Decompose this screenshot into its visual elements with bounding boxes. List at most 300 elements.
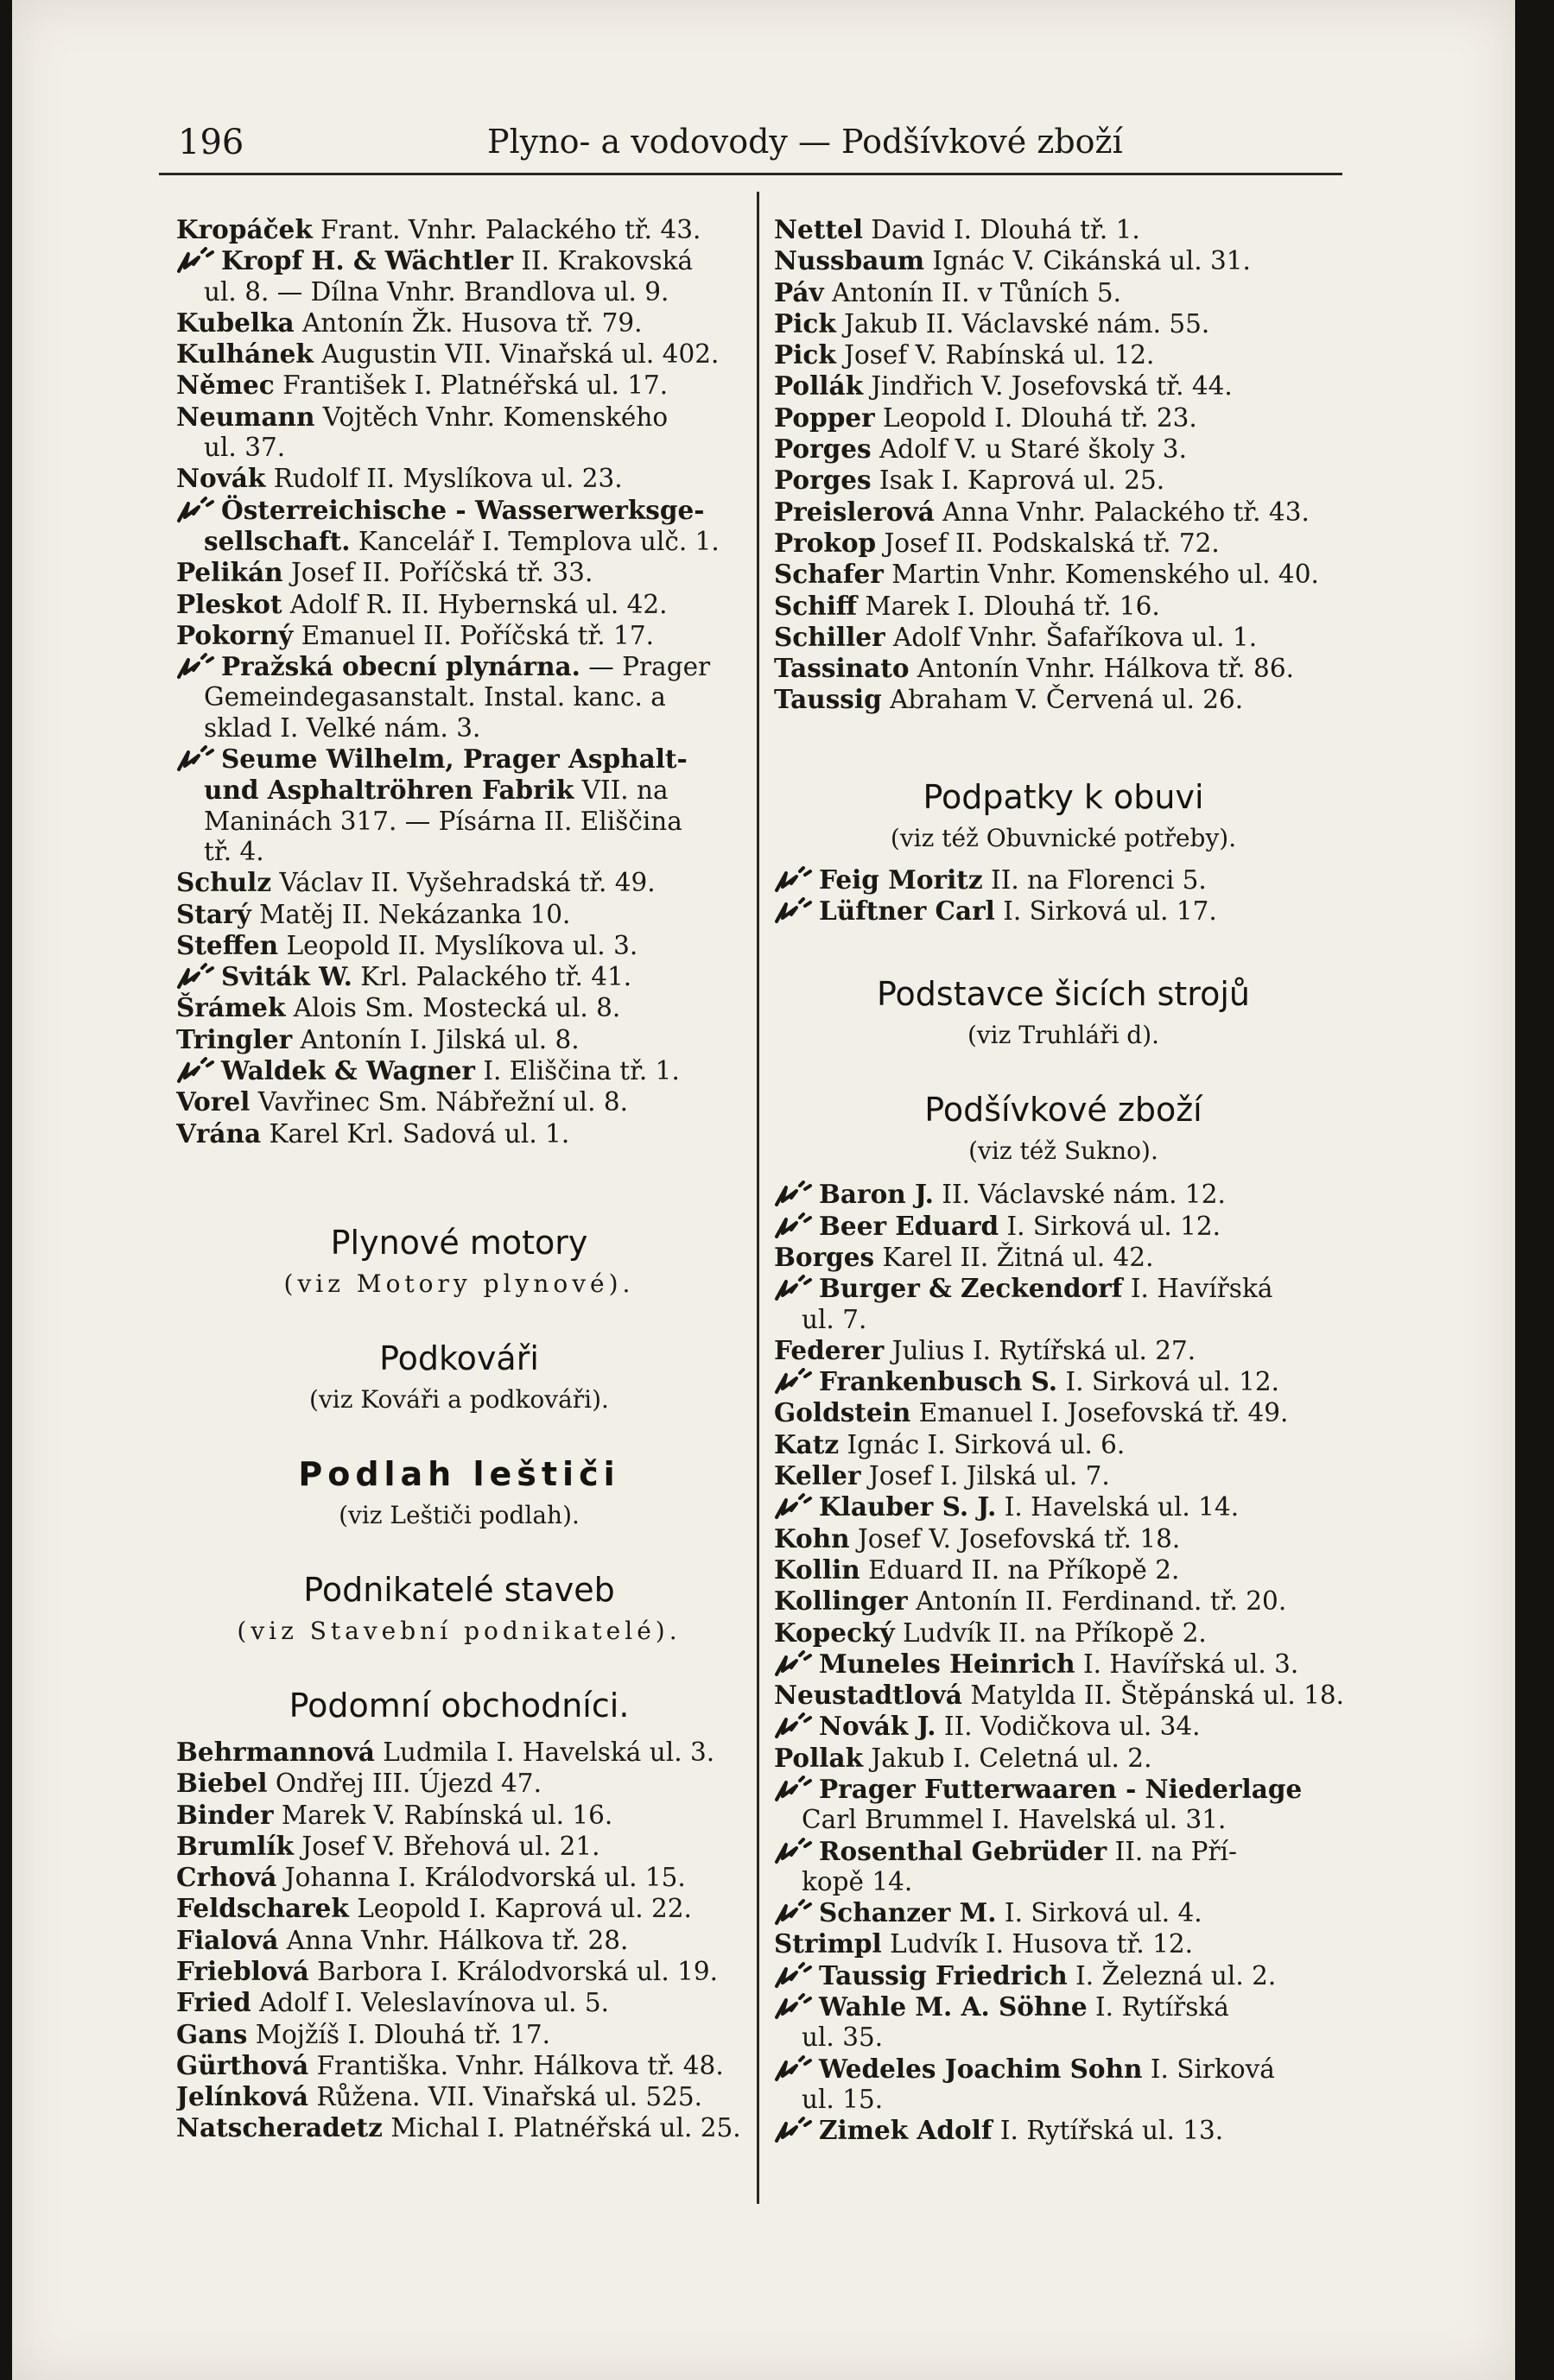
entry-address: Ignác I. Sirková ul. 6. [839, 1429, 1126, 1459]
entry-name: Schiff [774, 590, 858, 621]
entry-name: Popper [774, 402, 875, 433]
entry-address: Vojtěch Vnhr. Komenského [314, 402, 669, 432]
podstavce-heading: Podstavce šicích strojů [877, 975, 1250, 1014]
entry-name: Prokop [774, 527, 877, 558]
entry-continuation: Maninách 317. — Písárna II. Eliščina [204, 806, 682, 836]
right-entry [774, 528, 1353, 559]
entry-address: Ludvík II. na Příkopě 2. [894, 1617, 1207, 1648]
podsivkove-entry [774, 1335, 1353, 1366]
entry-address: I. Rytířská ul. 13. [992, 2116, 1224, 2146]
entry-address: Antonín I. Jilská ul. 8. [292, 1024, 580, 1054]
entry-name: Páv [774, 276, 824, 307]
left-entry [176, 214, 742, 245]
hand-mark-icon [176, 745, 216, 773]
page-number: 196 [178, 123, 244, 162]
entry-name: Wedeles Joachim Sohn [819, 2053, 1143, 2084]
podsivkove-entry [774, 1928, 1353, 1959]
left-entry [176, 620, 742, 651]
entry-name: Novák [176, 463, 266, 494]
entry-name: Pollak [774, 1742, 864, 1773]
entry-continuation [774, 1805, 1353, 1835]
entry-address: Martin Vnhr. Komenského ul. 40. [883, 560, 1319, 590]
hand-mark-icon [774, 1275, 814, 1302]
entry-address-cont: ul. 8. — Dílna Vnhr. Brandlova ul. 9. [204, 276, 669, 307]
left-entry [176, 402, 742, 433]
section-sub: (viz Stavební podnikatelé). [237, 1616, 682, 1645]
entry-name: Katz [774, 1428, 840, 1459]
entry-address: Karel Krl. Sadová ul. 1. [261, 1118, 570, 1149]
entry-address: Mojžíš I. Dlouhá tř. 17. [247, 2019, 550, 2049]
entry-name: Tringler [176, 1023, 293, 1054]
podomni-entry [176, 2081, 742, 2112]
podomni-entry [176, 1987, 742, 2018]
podomni-entry [176, 1800, 742, 1831]
entry-name: Pollák [774, 370, 864, 402]
entry-name: Zimek Adolf [819, 2115, 993, 2146]
hand-mark-icon [774, 1712, 814, 1740]
left-entry [176, 930, 742, 961]
entry-name: Lüftner Carl [819, 896, 995, 927]
left-entry [176, 867, 742, 898]
entry-address: Matěj II. Nekázanka 10. [251, 899, 571, 929]
entry-address: Augustin VII. Vinařská ul. 402. [313, 339, 720, 370]
podomni-entry [176, 2019, 742, 2050]
entry-address: Ludmila I. Havelská ul. 3. [374, 1737, 715, 1767]
entry-address: I. Sirková [1142, 2054, 1275, 2084]
entry-address: Emanuel I. Josefovská tř. 49. [910, 1398, 1289, 1428]
entry-address: Josef II. Podskalská tř. 72. [876, 528, 1220, 558]
hand-mark-icon [774, 1962, 814, 1990]
right-entry [774, 308, 1353, 339]
column-divider [757, 192, 759, 2204]
entry-address: Růžena. VII. Vinařská ul. 525. [308, 2082, 703, 2112]
entry-name: Nettel [774, 214, 863, 244]
entry-address: Isak I. Kaprová ul. 25. [871, 465, 1165, 496]
podomni-entry [176, 1893, 742, 1924]
entry-address: I. Sirková ul. 4. [996, 1898, 1202, 1928]
hand-mark-icon [176, 1057, 216, 1085]
left-sections [176, 1224, 742, 1725]
entry-continuation [176, 433, 742, 463]
entry-name: Pick [774, 307, 836, 339]
podsivkove-entry [774, 1897, 1353, 1928]
left-entry [176, 1118, 742, 1149]
left-entry [176, 463, 742, 494]
entry-address: Julius I. Rytířská ul. 27. [884, 1335, 1196, 1365]
hand-mark-icon [774, 1212, 814, 1240]
entry-address: I. Eliščina tř. 1. [474, 1056, 680, 1086]
entry-name: Kropf H. & Wächtler [221, 245, 513, 276]
entry-address-cont: VII. na [574, 775, 669, 806]
entry-name: Pražská obecní plynárna. [221, 651, 580, 682]
section-heading: Plynové motory [330, 1223, 588, 1262]
podsivkove-entry [774, 1397, 1353, 1428]
podsivkove-heading: Podšívkové zboží [924, 1091, 1202, 1130]
entry-name: Sviták W. [221, 961, 352, 992]
entry-address-cont: Carl Brummel I. Havelská ul. 31. [802, 1805, 1227, 1835]
entry-address: Ignác V. Cikánská ul. 31. [924, 246, 1251, 276]
entry-name: Starý [176, 898, 251, 929]
entry-address: Ludvík I. Husova tř. 12. [881, 1929, 1193, 1959]
entry-name: Prager Futterwaaren - Niederlage [819, 1773, 1303, 1804]
entry-name: Porges [774, 465, 872, 496]
entry-name: Natscheradetz [176, 2112, 383, 2143]
entry-name: Feig Moritz [819, 864, 983, 895]
entry-name: Kubelka [176, 307, 295, 338]
left-entry [176, 495, 742, 526]
podsivkove-entry [774, 1366, 1353, 1397]
entry-name: Vrána [176, 1117, 262, 1149]
entry-address: Antonín II. v Tůních 5. [823, 277, 1122, 307]
hand-mark-icon [176, 497, 216, 524]
podsivkove-entry [774, 1211, 1353, 1242]
entry-address: Františka. Vnhr. Hálkova tř. 48. [308, 2050, 724, 2080]
entry-address: I. Rytířská [1087, 1992, 1229, 2022]
entry-name: Brumlík [176, 1830, 294, 1861]
hand-mark-icon [774, 2117, 814, 2144]
entry-continuation [774, 2085, 1353, 2115]
entry-address: II. na Pří- [1107, 1836, 1237, 1866]
podomni-entry [176, 1956, 742, 1987]
hand-mark-icon [176, 653, 216, 680]
entry-address: I. Havířská [1122, 1274, 1273, 1304]
entry-address: Emanuel II. Poříčská tř. 17. [293, 620, 654, 650]
podpatky-heading: Podpatky k obuvi [923, 777, 1204, 816]
entry-address: I. Sirková ul. 12. [1057, 1367, 1279, 1397]
left-entry [176, 557, 742, 588]
entry-address: II. Václavské nám. 12. [933, 1180, 1226, 1210]
podomni-entry [176, 1768, 742, 1799]
entry-address: Adolf Vnhr. Šafaříkova ul. 1. [885, 622, 1258, 652]
entry-name: Schiller [774, 621, 885, 652]
podsivkove-entry [774, 1460, 1353, 1491]
entry-name: Waldek & Wagner [221, 1055, 475, 1086]
podsivkove-entry [774, 1960, 1353, 1991]
entry-name: Neumann [176, 401, 315, 432]
entry-address: Josef V. Břehová ul. 21. [294, 1831, 600, 1861]
entry-address: Leopold I. Dlouhá tř. 23. [874, 402, 1197, 433]
entry-address-cont: ul. 15. [802, 2084, 884, 2114]
entry-address: I. Sirková ul. 12. [999, 1211, 1221, 1241]
podsivkove-entry [774, 1836, 1353, 1867]
podsivkove-entry [774, 1523, 1353, 1554]
entry-name: Behrmannová [176, 1736, 375, 1767]
right-entry [774, 214, 1353, 245]
podsivkove-entry [774, 2054, 1353, 2085]
entry-name: Kollinger [774, 1586, 908, 1617]
right-entry [774, 559, 1353, 590]
entry-address: I. Železná ul. 2. [1067, 1960, 1277, 1991]
entry-name: Baron J. [819, 1179, 934, 1210]
hand-mark-icon [774, 1899, 814, 1927]
entry-name: Frankenbusch S. [819, 1366, 1058, 1397]
podsivkove-entry [774, 1554, 1353, 1586]
left-entry [176, 1086, 742, 1117]
section-heading: Podnikatelé staveb [303, 1570, 615, 1609]
section-heading: Podkováři [379, 1339, 539, 1377]
entry-address: Rudolf II. Myslíkova ul. 23. [265, 464, 623, 494]
entry-address: Antonín Vnhr. Hálkova tř. 86. [909, 654, 1294, 684]
right-entry [774, 277, 1353, 308]
entry-address: Abraham V. Červená ul. 26. [881, 685, 1244, 715]
entry-name: Steffen [176, 929, 279, 960]
right-entry [774, 591, 1353, 622]
entry-continuation [774, 1305, 1353, 1335]
right-entry [774, 434, 1353, 465]
hand-mark-icon [774, 866, 814, 894]
left-entry [176, 992, 742, 1023]
entry-name: Schanzer M. [819, 1897, 997, 1928]
entry-name-cont: sellschaft. [204, 525, 351, 556]
entry-name: Schulz [176, 867, 272, 898]
right-entry [774, 465, 1353, 496]
left-entry [176, 370, 742, 401]
entry-address: Antonín Žk. Husova tř. 79. [294, 307, 643, 338]
section-sub: (viz Leštiči podlah). [339, 1500, 580, 1529]
entry-name: Crhová [176, 1862, 277, 1893]
entry-address: Barbora I. Králodvorská ul. 19. [308, 1956, 719, 1986]
entry-address: Adolf R. II. Hybernská ul. 42. [282, 589, 668, 619]
entry-address: II. na Florenci 5. [982, 864, 1207, 895]
entry-address: Marek I. Dlouhá tř. 16. [857, 591, 1160, 621]
podsivkove-entry [774, 2115, 1353, 2146]
podsivkove-entries [774, 1179, 1353, 2146]
entry-name: Federer [774, 1334, 885, 1365]
section-sub: (viz Kováři a podkováři). [309, 1384, 609, 1414]
entry-address: Leopold I. Kaprová ul. 22. [348, 1894, 692, 1924]
entry-name: Pelikán [176, 557, 283, 588]
entry-continuation: tř. 4. [204, 836, 264, 866]
entry-name: Novák J. [819, 1711, 936, 1742]
podpatky-entries [774, 864, 1353, 927]
hand-mark-icon [774, 1181, 814, 1208]
entry-address: Jindřich V. Josefovská tř. 44. [863, 371, 1233, 402]
podomni-entry [176, 1925, 742, 1956]
entry-address-cont: ul. 35. [802, 2022, 884, 2053]
entry-name: Borges [774, 1241, 875, 1272]
podomni-entry [176, 1862, 742, 1893]
left-entry [176, 245, 742, 276]
entry-address: Josef I. Jilská ul. 7. [860, 1461, 1110, 1491]
entry-address: Ondřej III. Újezd 47. [267, 1769, 542, 1799]
left-entry [176, 651, 742, 682]
entry-name: Taussig Friedrich [819, 1959, 1068, 1991]
podsivkove-entry [774, 1242, 1353, 1273]
entry-address: Vavřinec Sm. Nábřežní ul. 8. [250, 1087, 628, 1117]
entry-address: Matylda II. Štěpánská ul. 18. [961, 1681, 1345, 1711]
podsivkove-entry [774, 1617, 1353, 1649]
podomni-entry [176, 2112, 742, 2143]
section-heading: Podlah leštiči [298, 1454, 620, 1493]
entry-address: Václav II. Vyšehradská tř. 49. [271, 868, 656, 898]
podsivkove-sub: (viz též Sukno). [968, 1136, 1158, 1166]
podomni-entry [176, 2050, 742, 2081]
hand-mark-icon [774, 1650, 814, 1678]
hand-mark-icon [176, 247, 216, 275]
entry-name: Österreichische - Wasserwerksge- [221, 494, 705, 525]
entry-address: II. Krakovská [513, 246, 694, 276]
entry-continuation [774, 1867, 1353, 1897]
left-column [176, 214, 742, 2144]
left-entry [176, 339, 742, 370]
entry-name: Nussbaum [774, 245, 925, 276]
entry-continuation [176, 775, 742, 806]
entry-name: Porges [774, 434, 872, 465]
podsivkove-entry [774, 1491, 1353, 1522]
entry-name: Frieblová [176, 1955, 309, 1986]
entry-name: Pokorný [176, 619, 294, 650]
podsivkove-entry [774, 1586, 1353, 1617]
entry-address: Eduard II. na Příkopě 2. [859, 1554, 1180, 1585]
entry-address: Alois Sm. Mostecká ul. 8. [285, 993, 621, 1023]
entry-name: Wahle M. A. Söhne [819, 1991, 1088, 2022]
podpatky-entry [774, 896, 1353, 927]
entry-name: Fialová [176, 1924, 279, 1955]
entry-address: Frant. Vnhr. Palackého tř. 43. [312, 215, 701, 244]
entry-address: František I. Platnéřská ul. 17. [274, 370, 669, 401]
entry-continuation [176, 277, 742, 307]
entry-name: Gürthová [176, 2049, 309, 2080]
hand-mark-icon [774, 1838, 814, 1865]
section-sub: (viz Motory plynové). [283, 1269, 635, 1298]
entry-name: Beer Eduard [819, 1210, 999, 1241]
entry-name: Kohn [774, 1522, 850, 1554]
podsivkove-entry [774, 1179, 1353, 1210]
podsivkove-entry [774, 1273, 1353, 1304]
entry-name: Taussig [774, 684, 882, 715]
entry-address: Karel II. Žitná ul. 42. [874, 1242, 1154, 1272]
right-entry [774, 245, 1353, 276]
podomni-entries [176, 1737, 742, 2144]
entry-address: Johanna I. Králodvorská ul. 15. [276, 1863, 686, 1893]
hand-mark-icon [176, 963, 216, 991]
entry-address: Krl. Palackého tř. 41. [352, 962, 632, 992]
left-entries [176, 214, 742, 1149]
right-entry [774, 684, 1353, 715]
entry-address: Anna Vnhr. Hálkova tř. 28. [278, 1925, 629, 1955]
entry-address: David I. Dlouhá tř. 1. [862, 215, 1140, 244]
entry-name: Burger & Zeckendorf [819, 1273, 1123, 1304]
podomni-entry [176, 1831, 742, 1862]
podsivkove-entry [774, 1680, 1353, 1711]
entry-address: Adolf V. u Staré školy 3. [871, 434, 1187, 465]
entry-continuation: Gemeindegasanstalt. Instal. kanc. a [204, 682, 666, 712]
entry-name: Binder [176, 1799, 274, 1830]
entry-address: Adolf I. Veleslavínova ul. 5. [251, 1988, 609, 2018]
hand-mark-icon [774, 2055, 814, 2083]
page-header [159, 112, 1342, 175]
entry-name: Němec [176, 370, 275, 401]
entry-address: Michal I. Platnéřská ul. 25. [382, 2113, 741, 2143]
left-entry [176, 1055, 742, 1086]
podsivkove-entry [774, 1991, 1353, 2022]
entry-name: Keller [774, 1460, 861, 1491]
podsivkove-entry [774, 1649, 1353, 1680]
entry-name: Fried [176, 1987, 251, 2018]
entry-continuation [774, 2022, 1353, 2053]
entry-name: Kollin [774, 1554, 860, 1585]
entry-address: Anna Vnhr. Palackého tř. 43. [934, 497, 1310, 527]
entry-address-cont: kopě 14. [802, 1866, 913, 1896]
entry-name: Preislerová [774, 496, 935, 527]
entry-address: I. Havířská ul. 3. [1075, 1649, 1299, 1679]
entry-name: Neustadtlová [774, 1680, 962, 1711]
entry-address: Josef V. Josefovská tř. 18. [849, 1523, 1181, 1554]
left-entry [176, 589, 742, 620]
podsivkove-entry [774, 1743, 1353, 1774]
hand-mark-icon [774, 1368, 814, 1396]
entry-name: Kropáček [176, 214, 313, 244]
entry-name: Pleskot [176, 588, 282, 619]
left-entry [176, 1024, 742, 1055]
entry-address-cont: Kancelář I. Templova ulč. 1. [350, 526, 720, 556]
podstavce-sub: (viz Truhláři d). [967, 1021, 1160, 1050]
right-entry [774, 622, 1353, 653]
right-entry [774, 402, 1353, 434]
entry-name: Goldstein [774, 1397, 911, 1428]
entry-name-cont: und Asphaltröhren Fabrik [204, 775, 574, 806]
hand-mark-icon [774, 897, 814, 925]
podsivkove-entry [774, 1774, 1353, 1805]
podomni-entry [176, 1737, 742, 1768]
entry-address: Jakub II. Václavské nám. 55. [835, 308, 1210, 339]
entry-name: Biebel [176, 1768, 268, 1799]
hand-mark-icon [774, 1993, 814, 2021]
entry-name: Kopecký [774, 1617, 895, 1648]
entry-address: Josef II. Poříčská tř. 33. [282, 558, 593, 588]
entry-address: Jakub I. Celetná ul. 2. [863, 1743, 1152, 1773]
entry-address-cont: ul. 37. [204, 433, 286, 463]
right-entry [774, 370, 1353, 402]
entry-name: Jelínková [176, 2081, 308, 2112]
podsivkove-entry [774, 1429, 1353, 1460]
entry-name: Gans [176, 2018, 248, 2049]
right-entry [774, 339, 1353, 370]
entry-name: Vorel [176, 1086, 251, 1117]
right-entry [774, 497, 1353, 528]
left-entry [176, 899, 742, 930]
entry-address-cont: ul. 7. [802, 1304, 867, 1334]
entry-address: I. Havelská ul. 14. [996, 1492, 1240, 1522]
right-entries [774, 214, 1353, 716]
entry-address: I. Sirková ul. 17. [994, 896, 1217, 927]
podpatky-sub: (viz též Obuvnické potřeby). [890, 823, 1237, 852]
entry-address: Marek V. Rabínská ul. 16. [273, 1800, 613, 1830]
hand-mark-icon [774, 1776, 814, 1803]
podpatky-entry [774, 864, 1353, 896]
entry-name: Strimpl [774, 1928, 882, 1959]
entry-name: Tassinato [774, 653, 910, 684]
entry-address: II. Vodičkova ul. 34. [936, 1712, 1201, 1742]
entry-name: Kulhánek [176, 339, 314, 370]
right-column [774, 214, 1353, 2147]
entry-name: Klauber S. J. [819, 1491, 997, 1522]
hand-mark-icon [774, 1493, 814, 1521]
left-entry [176, 307, 742, 339]
section-heading: Podomní obchodníci. [289, 1686, 630, 1725]
podsivkove-entry [774, 1711, 1353, 1742]
running-title: Plyno- a vodovody — Podšívkové zboží [487, 123, 1123, 161]
entry-name: Feldscharek [176, 1893, 349, 1924]
left-entry [176, 744, 742, 775]
entry-name: Muneles Heinrich [819, 1648, 1075, 1679]
entry-continuation: sklad I. Velké nám. 3. [204, 712, 481, 743]
entry-name: Seume Wilhelm, Prager Asphalt- [221, 744, 688, 775]
entry-address: Leopold II. Myslíkova ul. 3. [278, 930, 638, 960]
directory-page [12, 0, 1515, 2380]
entry-name: Schafer [774, 559, 884, 590]
right-entry [774, 653, 1353, 684]
